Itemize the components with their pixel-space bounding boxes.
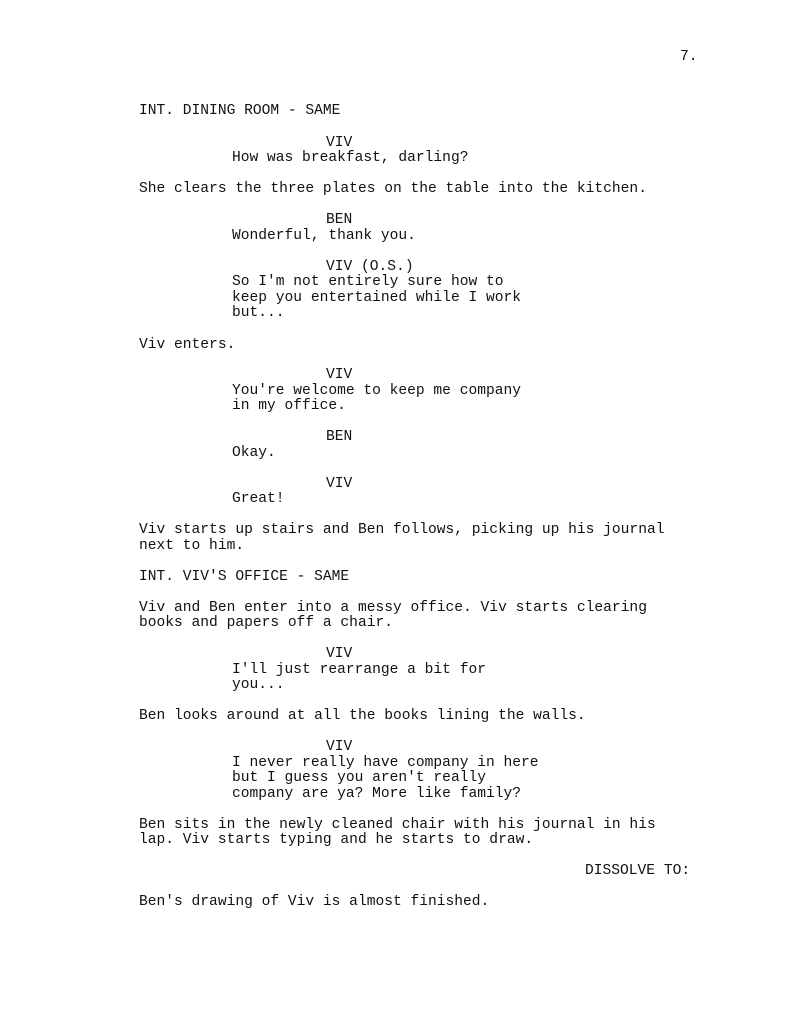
- dialogue-line: keep you entertained while I work: [232, 290, 522, 306]
- dialogue-line: How was breakfast, darling?: [232, 150, 469, 166]
- dialogue-line: I'll just rearrange a bit for: [232, 662, 486, 678]
- character-name: VIV: [326, 367, 353, 383]
- action-line: Ben looks around at all the books lining the walls.: [139, 708, 586, 724]
- dialogue-line: You're welcome to keep me company: [232, 383, 522, 399]
- character-name: BEN: [326, 212, 353, 228]
- dialogue-line: I never really have company in here: [232, 755, 539, 771]
- action-line: She clears the three plates on the table into the kitchen.: [139, 181, 647, 197]
- action-line: Viv starts up stairs and Ben follows, picking up his journal: [139, 522, 665, 538]
- dialogue-line: Okay.: [232, 445, 276, 461]
- scene-heading: INT. VIV'S OFFICE - SAME: [139, 569, 350, 585]
- action-line: next to him.: [139, 538, 245, 554]
- character-name: VIV: [326, 739, 353, 755]
- action-line: Viv enters.: [139, 337, 236, 353]
- dialogue-line: you...: [232, 677, 285, 693]
- character-name: VIV: [326, 135, 353, 151]
- character-name: VIV: [326, 476, 353, 492]
- dialogue-line: Wonderful, thank you.: [232, 228, 416, 244]
- dialogue-line: So I'm not entirely sure how to: [232, 274, 504, 290]
- action-line: Ben's drawing of Viv is almost finished.: [139, 894, 490, 910]
- dialogue-line: company are ya? More like family?: [232, 786, 522, 802]
- dialogue-line: in my office.: [232, 398, 346, 414]
- dialogue-line: but I guess you aren't really: [232, 770, 486, 786]
- action-line: books and papers off a chair.: [139, 615, 393, 631]
- scene-heading: INT. DINING ROOM - SAME: [139, 103, 341, 119]
- action-line: Viv and Ben enter into a messy office. Viv starts clearing: [139, 600, 647, 616]
- character-name: VIV: [326, 646, 353, 662]
- page-number: 7.: [680, 49, 698, 65]
- action-line: lap. Viv starts typing and he starts to draw.: [139, 832, 534, 848]
- character-name: VIV (O.S.): [326, 259, 414, 275]
- action-line: Ben sits in the newly cleaned chair with his journal in his: [139, 817, 656, 833]
- dialogue-line: but...: [232, 305, 285, 321]
- dialogue-line: Great!: [232, 491, 285, 507]
- transition: DISSOLVE TO:: [585, 863, 691, 879]
- character-name: BEN: [326, 429, 353, 445]
